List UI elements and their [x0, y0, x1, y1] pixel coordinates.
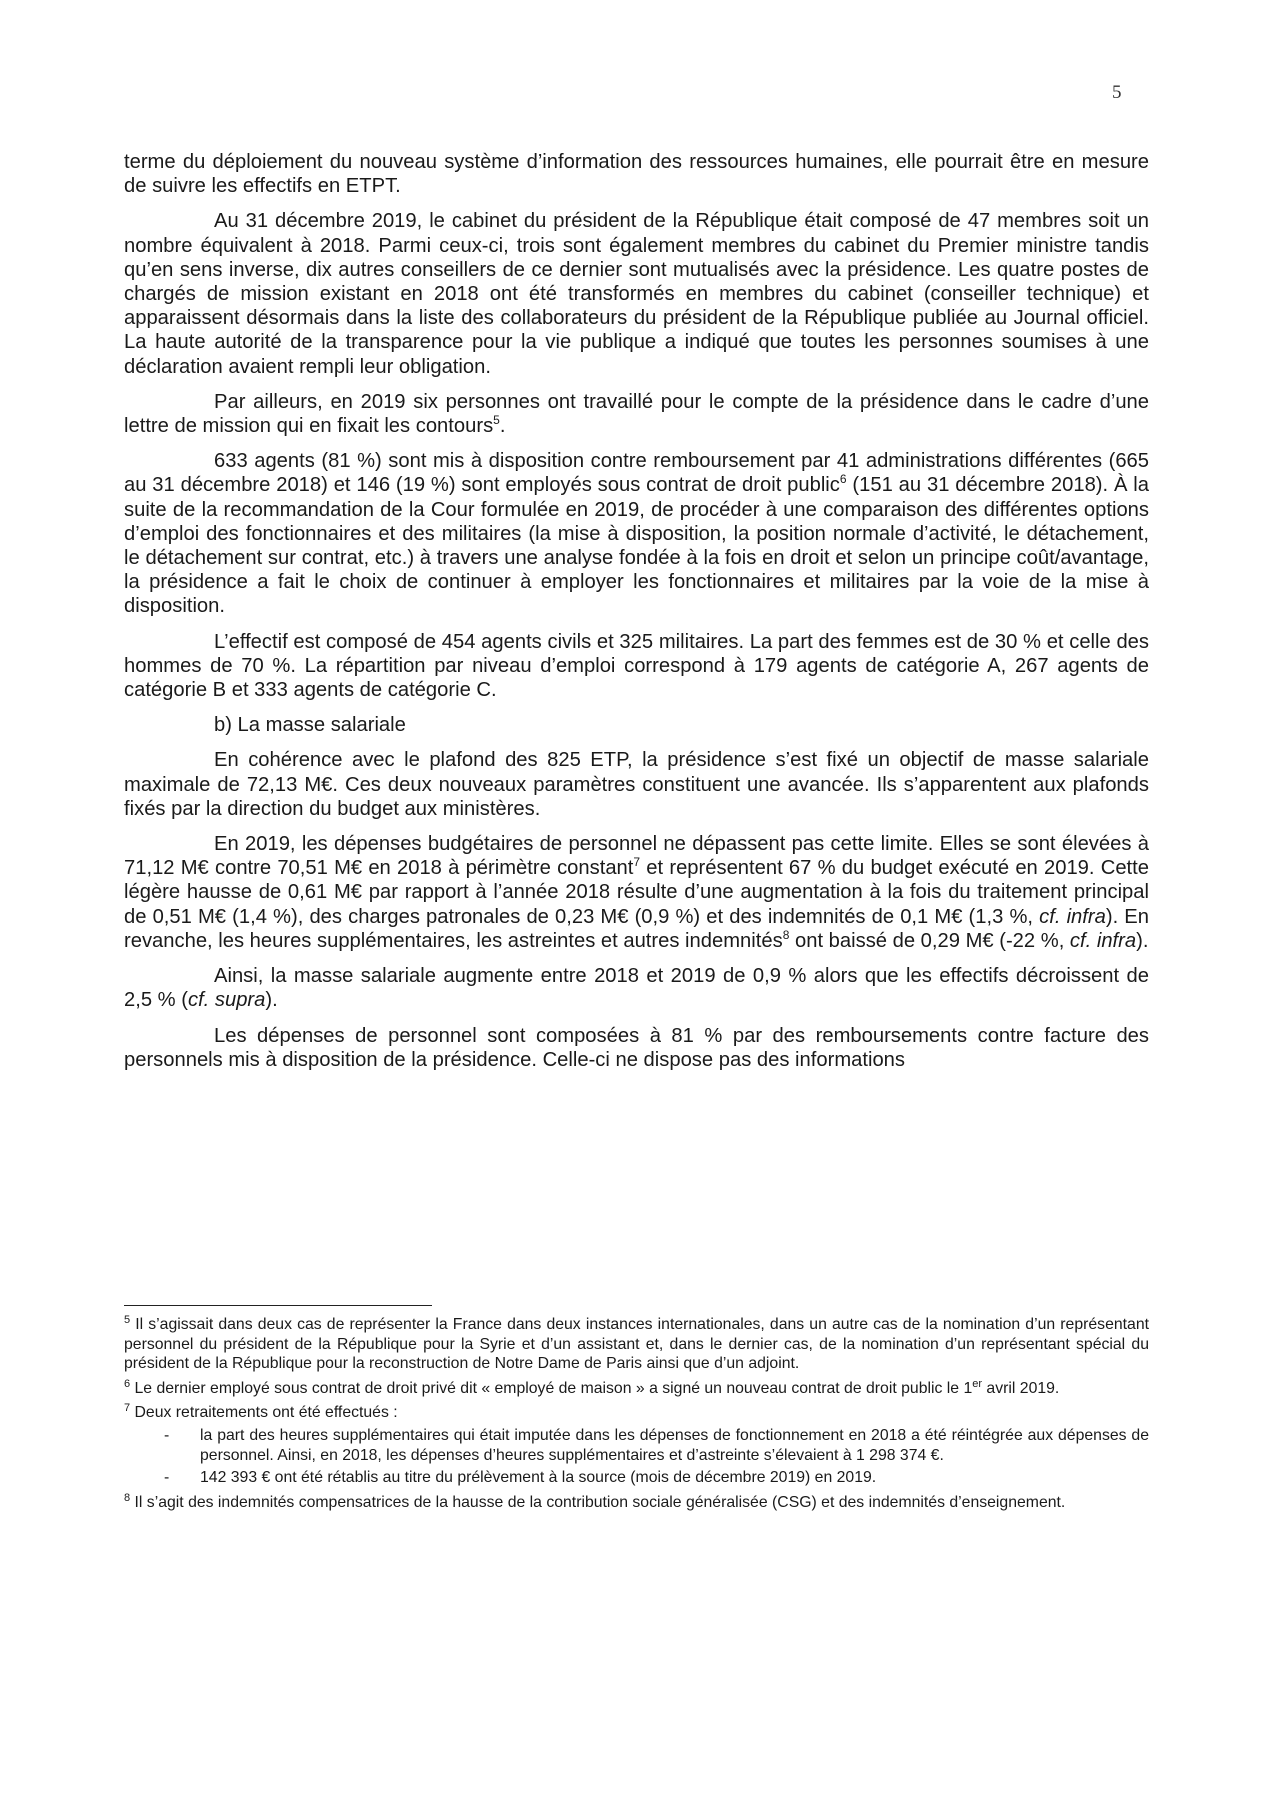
list-dash: -	[164, 1469, 170, 1487]
paragraph-8-text-b: ).	[265, 989, 278, 1012]
footnote-6-text-a: Le dernier employé sous contrat de droit privé dit « employé de maison » a signé un nouveau contrat de droit public le 1	[130, 1379, 973, 1397]
paragraph-3	[124, 390, 1149, 438]
list-dash: -	[164, 1426, 170, 1444]
paragraph-9: Les dépenses de personnel sont composées à 81 % par des remboursements contre facture des personnels mis à disposition de la présidence. Celle-ci ne dispose pas des informations	[124, 1024, 1149, 1071]
footnote-separator	[124, 1305, 432, 1306]
footnotes	[124, 1315, 1149, 1517]
paragraph-4-text-a: 633 agents (81 %) sont mis à disposition contre remboursement par 41 administrations différentes (665 au 31 décembre 2018) et 146 (19 %) sont employés sous contrat de droit public	[124, 450, 1149, 497]
paragraph-4	[124, 449, 1149, 618]
paragraph-7-text-d: ont baissé de 0,29 M€ (-22 %,	[789, 929, 1070, 952]
footnote-7-list	[124, 1426, 1149, 1488]
paragraph-8	[124, 964, 1149, 1012]
cf-infra-2: cf. infra	[1069, 929, 1137, 952]
list-item	[124, 1468, 1149, 1488]
paragraph-7-text-a: En 2019, les dépenses budgétaires de personnel ne dépassent pas cette limite. Elles se sont élevées à 71,12 M€ contre 70,51 M€ en 2018 à périmètre constant	[124, 833, 1149, 880]
footnote-7	[124, 1403, 1149, 1423]
footnote-8-text: Il s’agit des indemnités compensatrices de la hausse de la contribution sociale généralisée (CSG) et des indemnités d’enseignement.	[130, 1493, 1066, 1511]
footnote-6-text-b: avril 2019.	[982, 1379, 1060, 1397]
paragraph-7-text-b: et représentent 67 % du budget exécuté en 2019. Cette légère hausse de 0,61 M€ par rapport à l’année 2018 résulte d’une augmentation à la fois du traitement principal de 0,51 M€ (1,4 %), des charges patronales de 0,23 M€ (0,9 %) et des indemnités de 0,1 M€ (1,3 %,	[124, 857, 1149, 928]
paragraph-4-text-b: (151 au 31 décembre 2018). À la suite de la recommandation de la Cour formulée en 2019, de procéder à une comparaison des différentes options d’emploi des fonctionnaires et des militaires (la mise à disposition, la position normale d’activité, le détachement, le détachement sur contrat, etc.) à travers une analyse fondée à la fois en droit et selon un principe coût/avantage, la présidence a fait le choix de continuer à employer les fonctionnaires et militaires par la voie de la mise à disposition.	[124, 474, 1149, 618]
paragraph-3-text: Par ailleurs, en 2019 six personnes ont travaillé pour le compte de la présidence dans le cadre d’une lettre de mission qui en fixait les contours	[124, 390, 1149, 438]
footnote-ref-8[interactable]: 8	[782, 927, 790, 942]
paragraph-7-text-c: ). En revanche, les heures supplémentaires, les astreintes et autres indemnités	[124, 905, 1149, 952]
footnote-number-8: 8	[124, 1491, 131, 1504]
footnote-number-5: 5	[124, 1314, 131, 1326]
footnote-6	[124, 1379, 1149, 1399]
footnote-8	[124, 1493, 1149, 1513]
footnote-5	[124, 1315, 1149, 1374]
page-number: 5	[1112, 82, 1122, 103]
main-text	[124, 150, 1149, 1083]
paragraph-7-text-e: ).	[1136, 929, 1149, 952]
footnote-ref-7[interactable]: 7	[633, 855, 641, 870]
footnote-7-item-2: 142 393 € ont été rétablis au titre du prélèvement à la source (mois de décembre 2019) en 2019.	[200, 1469, 877, 1487]
footnote-ref-6[interactable]: 6	[839, 472, 847, 487]
footnote-ref-5[interactable]: 5	[493, 413, 500, 428]
paragraph-1: terme du déploiement du nouveau système d’information des ressources humaines, elle pourrait être en mesure de suivre les effectifs en ETPT.	[124, 151, 1149, 198]
cf-supra: cf. supra	[187, 989, 266, 1012]
paragraph-3-end: .	[499, 415, 506, 438]
paragraph-2: Au 31 décembre 2019, le cabinet du président de la République était composé de 47 membres soit un nombre équivalent à 2018. Parmi ceux-ci, trois sont également membres du cabinet du Premier ministre tandis qu’en sens inverse, dix autres conseillers de ce dernier sont mutualisés avec la présidence. Les quatre postes de chargés de mission existant en 2018 ont été transformés en membres du cabinet (conseiller technique) et apparaissent désormais dans la liste des collaborateurs du président de la République publiée au Journal officiel. La haute autorité de la transparence pour la vie publique a indiqué que toutes les personnes soumises à une déclaration avaient rempli leur obligation.	[124, 210, 1149, 378]
paragraph-8-text-a: Ainsi, la masse salariale augmente entre 2018 et 2019 de 0,9 % alors que les effectifs décroissent de 2,5 % (	[124, 965, 1149, 1012]
paragraph-5: L’effectif est composé de 454 agents civils et 325 militaires. La part des femmes est de 30 % et celle des hommes de 70 %. La répartition par niveau d’emploi correspond à 179 agents de catégorie A, 267 agents de catégorie B et 333 agents de catégorie C.	[124, 630, 1149, 702]
section-heading: b) La masse salariale	[214, 714, 406, 737]
footnote-7-text: Deux retraitements ont été effectués :	[130, 1404, 398, 1422]
footnote-number-6: 6	[124, 1377, 131, 1390]
footnote-7-item-1: la part des heures supplémentaires qui était imputée dans les dépenses de fonctionnement en 2018 a été réintégrée aux dépenses de personnel. Ainsi, en 2018, les dépenses d’heures supplémentaires et d’astreinte s’élevaient à 1 298 374 €.	[200, 1426, 1149, 1464]
ordinal-suffix: er	[972, 1377, 983, 1390]
paragraph-7	[124, 832, 1149, 953]
footnote-5-text: Il s’agissait dans deux cas de représenter la France dans deux instances internationales, dans un autre cas de la nomination d’un représentant personnel du président de la République pour la Syrie et d’un assistant et, dans le dernier cas, de la nomination d’un représentant spécial du président de la République pour la reconstruction de Notre Dame de Paris ainsi que d’un adjoint.	[124, 1316, 1149, 1373]
cf-infra-1: cf. infra	[1039, 905, 1106, 928]
footnote-number-7: 7	[124, 1402, 131, 1415]
paragraph-6: En cohérence avec le plafond des 825 ETP, la présidence s’est fixé un objectif de masse salariale maximale de 72,13 M€. Ces deux nouveaux paramètres constituent une avancée. Ils s’apparentent aux plafonds fixés par la direction du budget aux ministères.	[124, 749, 1149, 820]
list-item	[124, 1426, 1149, 1465]
